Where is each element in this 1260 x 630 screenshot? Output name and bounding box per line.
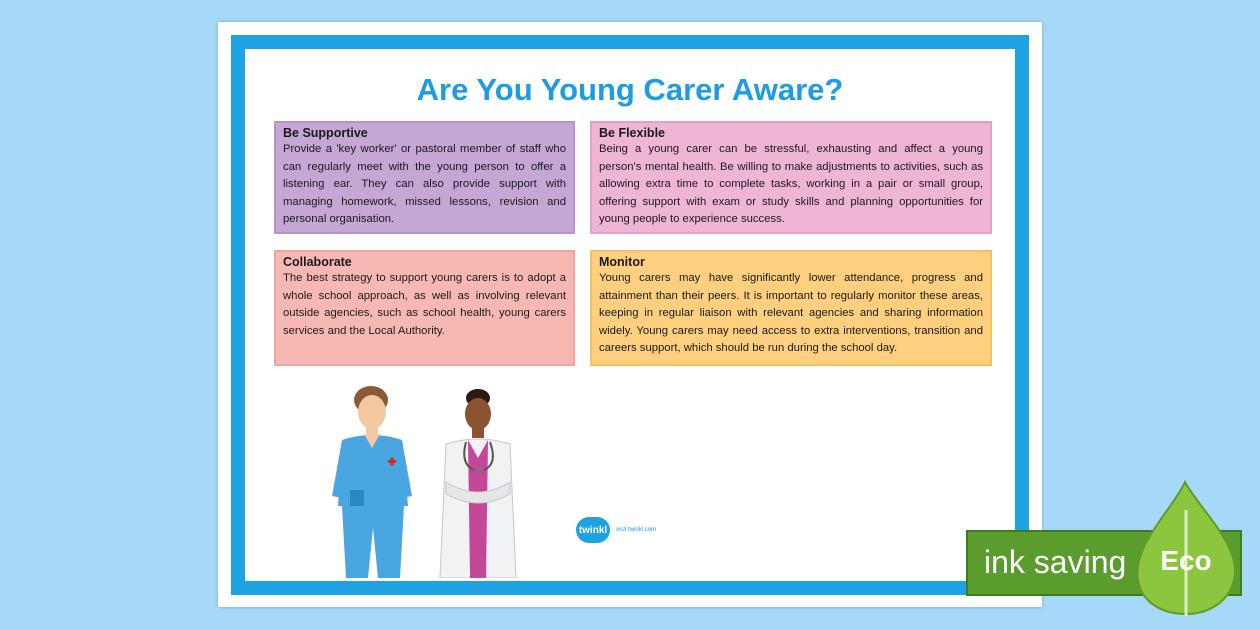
poster-sheet bbox=[218, 22, 1042, 607]
card-be-supportive bbox=[274, 121, 575, 234]
twinkl-url[interactable]: visit twinkl.com bbox=[616, 527, 657, 533]
doctor-figure bbox=[440, 389, 516, 578]
card-heading: Collaborate bbox=[283, 255, 352, 269]
card-body: Young carers may have significantly lower attendance, progress and attainment than their peers. It is important to regularly monitor these areas, keeping in regular liaison with relevant agencies and sharing information widely. Young carers may need access to extra interventions, transition and careers support, which should be run during the school day. bbox=[599, 272, 983, 355]
card-heading: Be Supportive bbox=[283, 126, 368, 140]
card-monitor bbox=[590, 250, 992, 366]
card-body: Being a young carer can be stressful, exhausting and affect a young person's mental health. Be willing to make adjustments to activities, such as allowing extra time to complete tasks, working in a pair or small group, offering support with exam or study skills and planning opportunities for young people to experience success. bbox=[599, 143, 983, 226]
card-be-flexible bbox=[590, 121, 992, 234]
nurse-figure bbox=[332, 386, 412, 578]
eco-leaf-icon bbox=[1130, 480, 1250, 620]
eco-leaf-label: Eco bbox=[1160, 545, 1212, 576]
card-body: The best strategy to support young carers is to adopt a whole school approach, as well as involving relevant outside agencies, such as school health, young carers services and the Local Authority. bbox=[283, 272, 566, 337]
card-heading: Monitor bbox=[599, 255, 645, 269]
ink-saving-label: ink saving bbox=[984, 544, 1127, 580]
poster-title: Are You Young Carer Aware? bbox=[416, 72, 844, 107]
card-heading: Be Flexible bbox=[599, 126, 665, 140]
nurse-and-doctor-illustration bbox=[328, 378, 548, 578]
twinkl-logo[interactable] bbox=[576, 516, 656, 544]
twinkl-logo-badge: twinkl bbox=[576, 517, 610, 543]
card-collaborate bbox=[274, 250, 575, 366]
card-body: Provide a 'key worker' or pastoral member of staff who can regularly meet with the young person to offer a listening ear. They can also provide support with managing homework, missed lessons, revision and personal organisation. bbox=[283, 143, 566, 226]
